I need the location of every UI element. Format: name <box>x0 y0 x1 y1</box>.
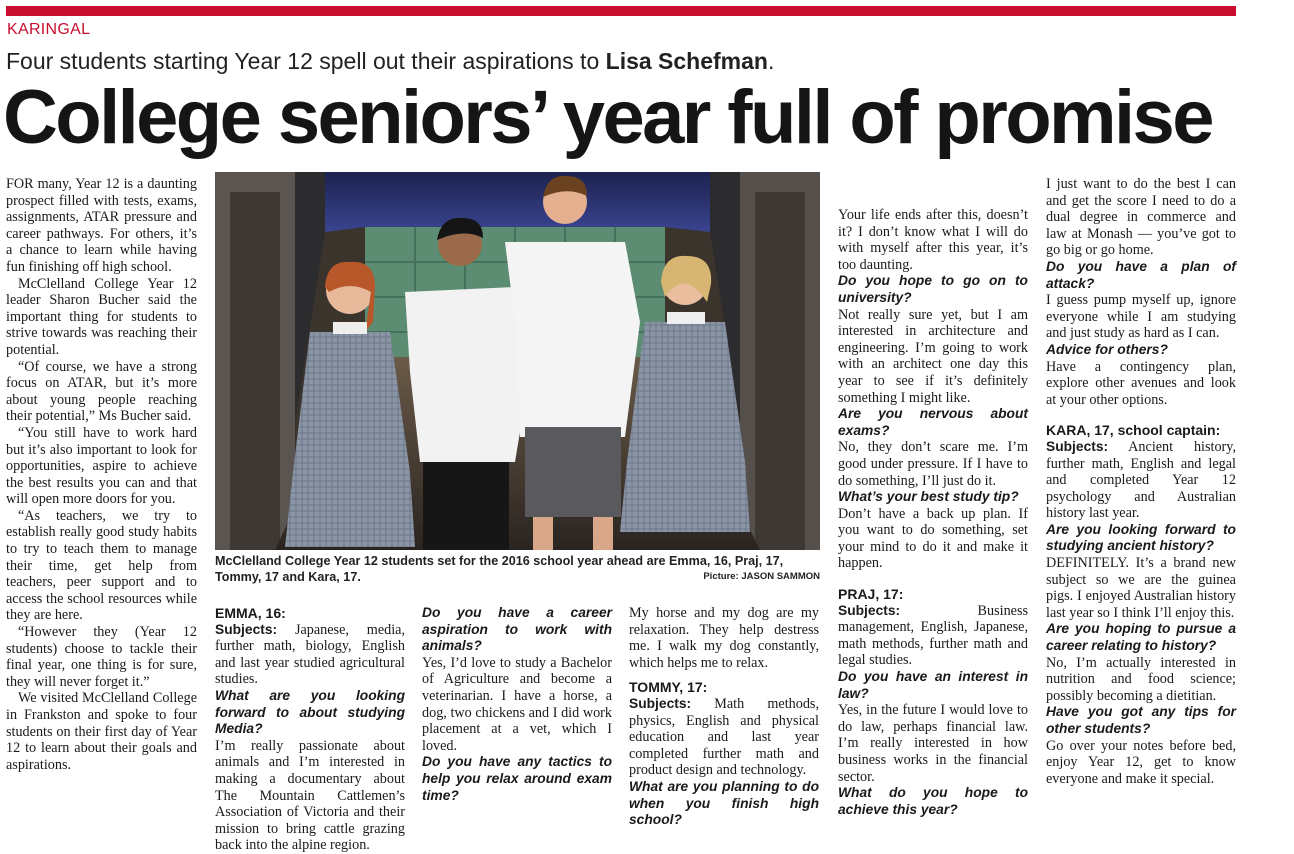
tommy-answer-2: Not really sure yet, but I am interested in architecture and engineering. I’m going to work with an architect one day this year to see if it’s definitely something I might like. <box>838 306 1028 406</box>
emma-question-1: What are you looking forward to about studying Media? <box>215 687 405 737</box>
tommy-answer-1: Your life ends after this, doesn’t it? I don’t know what I will do with myself after this year, it’s too daunting. <box>838 207 1028 273</box>
author-name: Lisa Schefman <box>605 48 768 74</box>
emma-subjects-text: Japanese, media, further math, biology, English and last year studied agricultural studies. <box>215 621 405 688</box>
intro-column <box>6 176 197 773</box>
emma-answer-3: My horse and my dog are my relaxation. They help destress me. I walk my dog constantly, which helps me to relax. <box>629 605 819 671</box>
emma-question-3: Do you have any tactics to help you relax around exam time? <box>422 754 612 803</box>
kara-subjects-label: Subjects: <box>1046 438 1109 454</box>
intro-paragraph: We visited McClelland College in Frankston and spoke to four students on their first day of Year 12 to learn about their goals and aspirations. <box>6 690 197 773</box>
students-photo <box>215 172 820 550</box>
intro-paragraph: “Of course, we have a strong focus on ATAR, but it’s more about young people reaching their potential,” Ms Bucher said. <box>6 358 197 425</box>
praj-answer-2: I just want to do the best I can and get the score I need to do a dual degree in commerce and law at Monash — you’ve got to go big or go home. <box>1046 176 1236 259</box>
tommy-praj-column <box>838 207 1028 818</box>
praj-question-2: What do you hope to achieve this year? <box>838 785 1028 817</box>
standfirst-text: Four students starting Year 12 spell out their aspirations to <box>6 48 606 74</box>
emma-column-continued <box>422 605 612 804</box>
kara-answer-1: DEFINITELY. It’s a brand new subject so we are the guinea pigs. I enjoyed Australian history last year so I think I’ll enjoy this. <box>1046 555 1236 621</box>
praj-answer-4: Have a contingency plan, explore other avenues and look at your other options. <box>1046 358 1236 408</box>
kara-answer-3: Go over your notes before bed, enjoy Year 12, get to know everyone and make it special. <box>1046 737 1236 787</box>
intro-paragraph: “You still have to work hard but it’s also important to look for opportunities, aspire to achieve the best results you can and that will open more doors for you. <box>6 424 197 508</box>
tommy-name: TOMMY, 17: <box>629 679 708 696</box>
tommy-subjects <box>629 696 819 779</box>
photo-caption <box>215 553 820 585</box>
standfirst-end: . <box>767 48 775 74</box>
praj-kara-column <box>1046 176 1236 787</box>
praj-name: PRAJ, 17: <box>838 586 904 603</box>
praj-answer-1: Yes, in the future I would love to do law, perhaps financial law. I’m really interested in how business works in the financial sector. <box>838 702 1028 785</box>
emma-answer-1: I’m really passionate about animals and I’m interested in making a documentary about The Mountain Cattlemen’s Association of Victoria and their mission to bring cattle grazing back into the alpine region. <box>215 737 405 854</box>
tommy-answer-4: Don’t have a back up plan. If you want to do something, set your mind to do it and make it happen. <box>838 505 1028 572</box>
kara-name: KARA, 17, school captain: <box>1046 422 1221 439</box>
intro-paragraph: “As teachers, we try to establish really good study habits to try to teach them to manage their time, get help from teachers, peer support and to access the school resources while they are here. <box>6 507 197 624</box>
tommy-question-3: Are you nervous about exams? <box>838 406 1028 438</box>
emma-subjects <box>215 622 405 688</box>
praj-question-1: Do you have an interest in law? <box>838 669 1028 701</box>
kara-question-1: Are you looking forward to studying ancient history? <box>1046 521 1236 554</box>
praj-answer-3: I guess pump myself up, ignore everyone while I am studying and just study as hard as I can. <box>1046 292 1236 342</box>
tommy-question-1: What are you planning to do when you finish high school? <box>629 778 819 828</box>
students-photo-illustration <box>215 172 820 550</box>
kara-subjects <box>1046 439 1236 522</box>
tommy-question-4: What’s your best study tip? <box>838 489 1019 505</box>
emma-name: EMMA, 16: <box>215 605 286 621</box>
tommy-answer-3: No, they don’t scare me. I’m good under pressure. If I have to do something, I’ll just do it. <box>838 439 1028 489</box>
photo-caption-text: McClelland College Year 12 students set for the 2016 school year ahead are Emma, 16, Praj, 17, Tommy, 17 and Kara, 17. <box>215 554 784 584</box>
tommy-subjects-label: Subjects: <box>629 695 692 711</box>
intro-paragraph: McClelland College Year 12 leader Sharon Bucher said the important thing for students to strive towards was reaching their potential. <box>6 275 197 358</box>
emma-answer-2: Yes, I’d love to study a Bachelor of Agriculture and become a veterinarian. I have a horse, a dog, two chickens and I did work placement at a vet, which I loved. <box>422 654 612 754</box>
tommy-column <box>629 605 819 829</box>
praj-subjects-label: Subjects: <box>838 602 901 618</box>
kara-subjects-text: Ancient history, further math, English and legal and completed Year 12 psychology and Australian history last year. <box>1046 438 1236 522</box>
standfirst <box>6 48 774 75</box>
tommy-subjects-text: Math methods, physics, English and physical education and last year completed further math and product design and technology. <box>629 695 819 779</box>
praj-subjects-text: Business management, English, Japanese, math methods, further math and legal studies. <box>838 602 1028 669</box>
praj-question-4: Advice for others? <box>1046 341 1168 357</box>
headline: College seniors’ year full of promise <box>3 75 1212 160</box>
praj-question-3: Do you have a plan of attack? <box>1046 258 1236 291</box>
emma-column <box>215 605 405 854</box>
section-label: KARINGAL <box>7 21 91 38</box>
kara-answer-2: No, I’m actually interested in nutrition and food science; possibly becoming a dietitian. <box>1046 654 1236 704</box>
emma-question-2: Do you have a career aspiration to work with animals? <box>422 605 612 654</box>
photo-credit: Picture: JASON SAMMON <box>703 571 820 582</box>
kara-question-3: Have you got any tips for other students? <box>1046 704 1236 736</box>
intro-paragraph: FOR many, Year 12 is a daunting prospect filled with tests, exams, assignments, ATAR pressure and career pathways. For others, it’s a chance to learn while having fun finishing off high school. <box>6 176 197 275</box>
top-red-rule <box>6 6 1236 16</box>
kara-question-2: Are you hoping to pursue a career relating to history? <box>1046 621 1236 654</box>
intro-paragraph: “However they (Year 12 students) choose to tackle their final year, one thing is for sure, they will never forget it.” <box>6 624 197 690</box>
tommy-question-2: Do you hope to go on to university? <box>838 273 1028 305</box>
praj-subjects <box>838 603 1028 669</box>
emma-subjects-label: Subjects: <box>215 621 278 637</box>
